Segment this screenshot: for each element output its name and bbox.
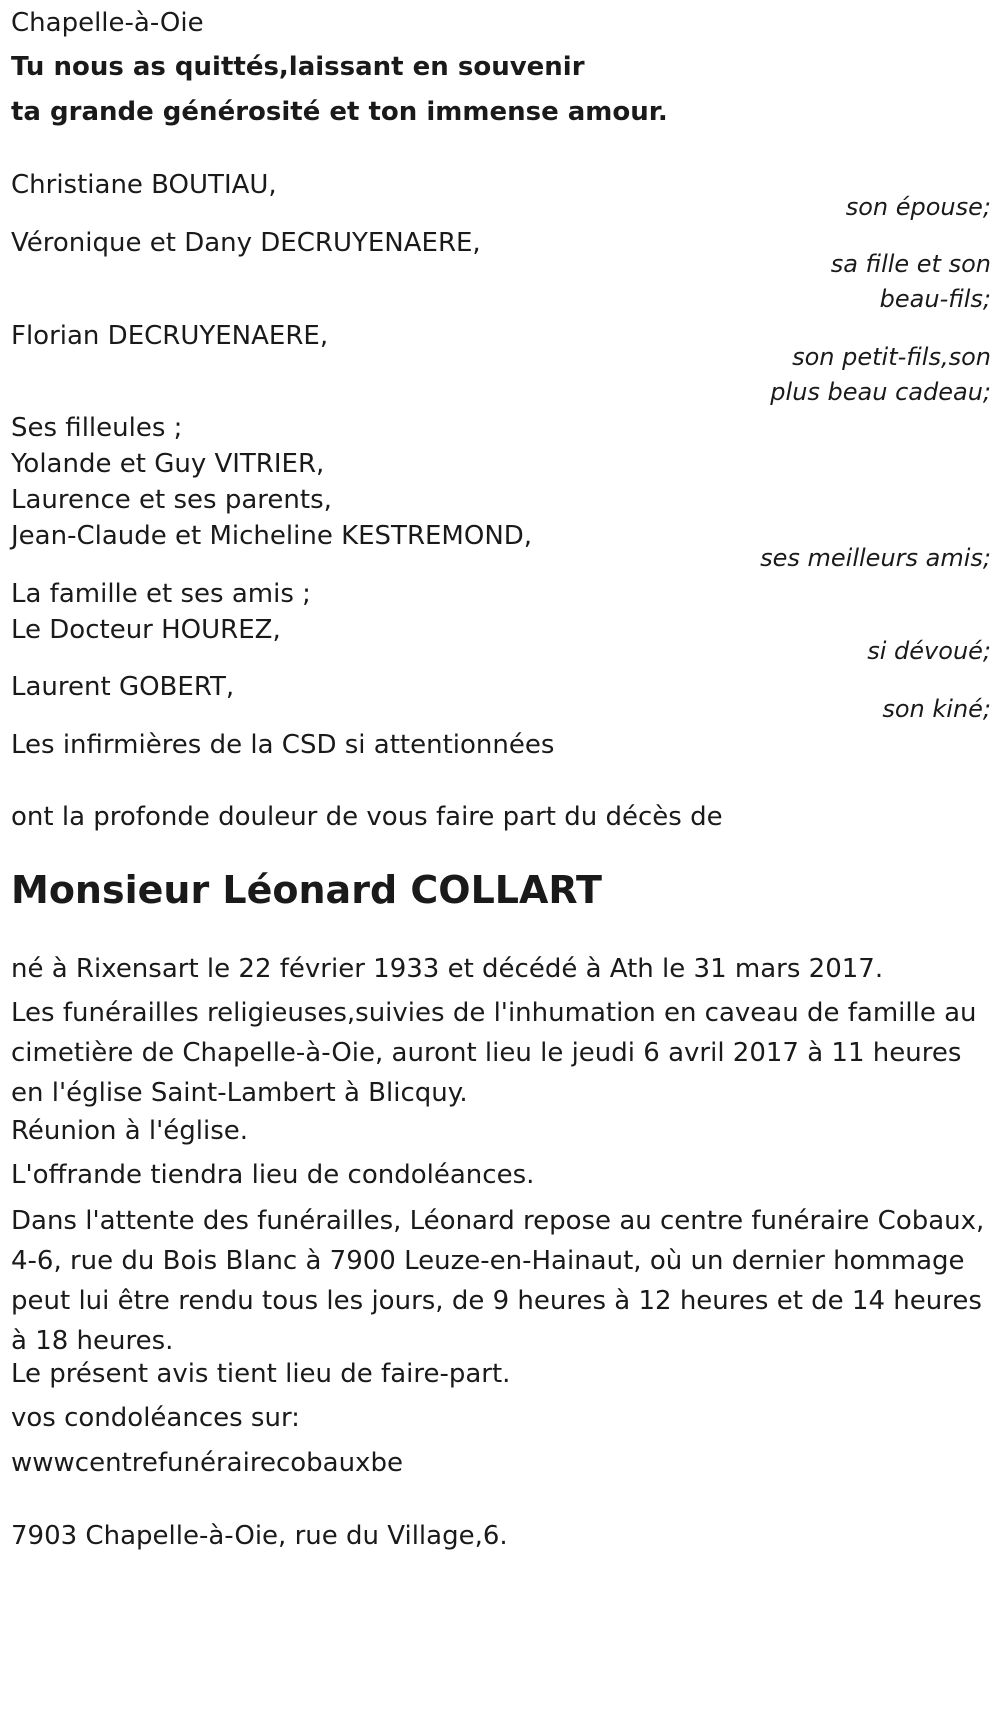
condolences-label: vos condoléances sur:	[11, 1403, 300, 1433]
nurses-line: Les infirmières de la CSD si attentionnées	[11, 730, 555, 760]
friend-line: Laurence et ses parents,	[11, 485, 332, 515]
mourner-name: Véronique et Dany DECRUYENAERE,	[11, 228, 481, 258]
mourner-relation: son petit-fils,son	[792, 343, 991, 371]
mourner-name: Christiane BOUTIAU,	[11, 170, 277, 200]
friend-line: Jean-Claude et Micheline KESTREMOND,	[11, 521, 533, 551]
notice-line: Le présent avis tient lieu de faire-part.	[11, 1359, 511, 1389]
funeral-paragraph: Les funérailles religieuses,suivies de l'inhumation en caveau de famille au cimetière de Chapelle-à-Oie, auront lieu le jeudi 6 avril 2017 à 11 heures en l'église Saint-Lambert à Blicquy.	[11, 998, 977, 1108]
birth-death-line: né à Rixensart le 22 février 1933 et décédé à Ath le 31 mars 2017.	[11, 954, 884, 984]
mourner-relation: plus beau cadeau;	[770, 378, 991, 406]
family-intro: La famille et ses amis ;	[11, 579, 311, 609]
mourner-name: Florian DECRUYENAERE,	[11, 321, 329, 351]
friend-line: Yolande et Guy VITRIER,	[11, 449, 325, 479]
quote-line-2: ta grande générosité et ton immense amour.	[11, 97, 668, 127]
kine-name: Laurent GOBERT,	[11, 672, 235, 702]
visitation-paragraph: Dans l'attente des funérailles, Léonard repose au centre funéraire Cobaux, 4-6, rue du Bois Blanc à 7900 Leuze-en-Hainaut, où un dernier hommage peut lui être rendu tous les jours, de 9 heures à 12 heures et de 14 heures à 18 heures.	[11, 1206, 985, 1356]
godchildren-intro: Ses filleules ;	[11, 413, 183, 443]
meeting-line: Réunion à l'église.	[11, 1116, 249, 1146]
announcement: ont la profonde douleur de vous faire part du décès de	[11, 802, 723, 832]
offering-line: L'offrande tiendra lieu de condoléances.	[11, 1160, 535, 1190]
mourner-relation: son épouse;	[845, 193, 991, 221]
deceased-name: Monsieur Léonard COLLART	[11, 868, 602, 912]
location: Chapelle-à-Oie	[11, 8, 204, 38]
doctor-relation: si dévoué;	[867, 637, 991, 665]
mourner-relation: beau-fils;	[879, 285, 991, 313]
address-line: 7903 Chapelle-à-Oie, rue du Village,6.	[11, 1521, 508, 1551]
mourner-relation: sa fille et son	[830, 250, 991, 278]
doctor-name: Le Docteur HOUREZ,	[11, 615, 281, 645]
friends-relation: ses meilleurs amis;	[760, 544, 991, 572]
website-line: wwwcentrefunérairecobauxbe	[11, 1448, 403, 1478]
quote-line-1: Tu nous as quittés,laissant en souvenir	[11, 52, 585, 82]
kine-relation: son kiné;	[882, 695, 991, 723]
